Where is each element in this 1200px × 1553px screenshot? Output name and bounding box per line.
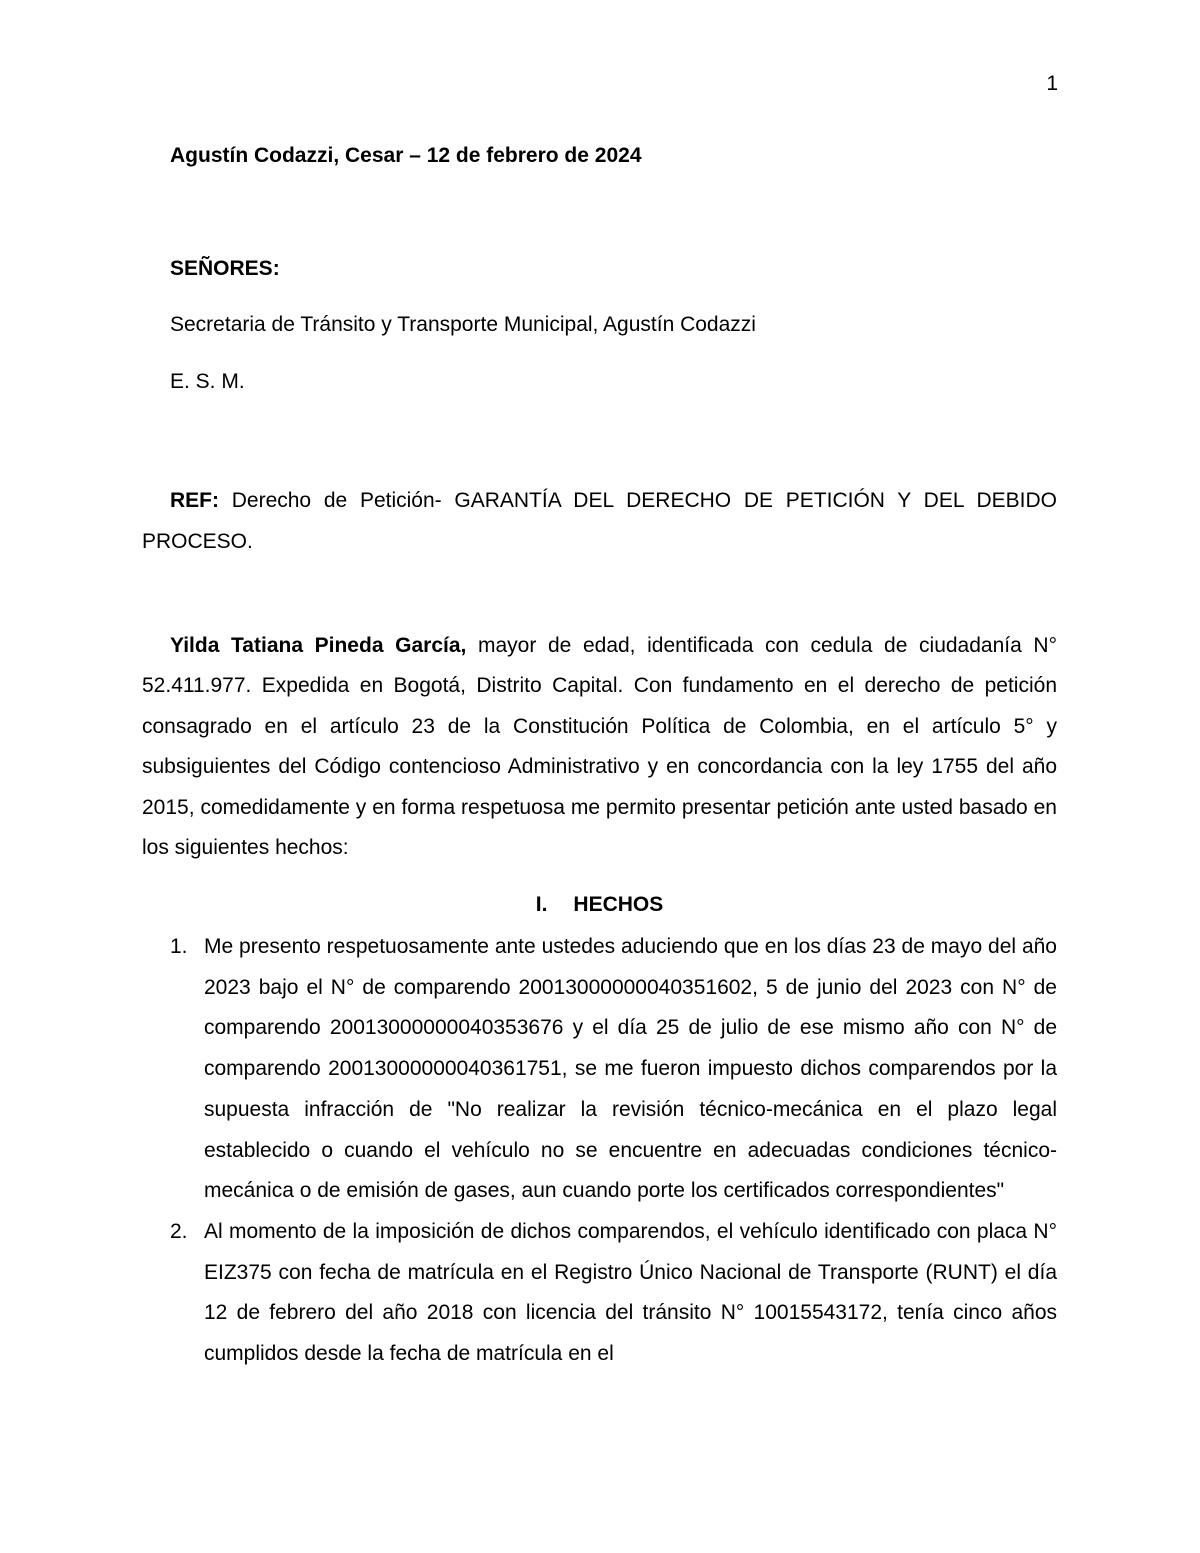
fact-item bbox=[142, 1212, 1057, 1375]
petitioner-name: Yilda Tatiana Pineda García, bbox=[170, 634, 467, 657]
section-heading bbox=[142, 893, 1057, 917]
reference-paragraph bbox=[142, 480, 1057, 562]
fact-text: Al momento de la imposición de dichos comparendos, el vehículo identificado con placa N° EIZ375 con fecha de matrícula en el Registro Único Nacional de Transporte (RUNT) el día 12 de febrero del año 2018 con licencia del tránsito N° 10015543172, tenía cinco años cumplidos desde la fecha de matrícula en el bbox=[204, 1219, 1057, 1366]
section-number: I. bbox=[535, 893, 548, 916]
recipient-name: Secretaria de Tránsito y Transporte Municipal, Agustín Codazzi bbox=[170, 313, 756, 336]
facts-list bbox=[142, 927, 1057, 1375]
reference-label: REF: bbox=[170, 489, 219, 512]
reference-text: Derecho de Petición- GARANTÍA DEL DERECHO DE PETICIÓN Y DEL DEBIDO PROCESO. bbox=[142, 489, 1057, 553]
esm-abbreviation: E. S. M. bbox=[170, 370, 245, 393]
section-title: HECHOS bbox=[573, 893, 664, 916]
fact-number: 1. bbox=[170, 935, 188, 958]
intro-paragraph bbox=[142, 626, 1057, 868]
intro-text: mayor de edad, identificada con cedula de ciudadanía N° 52.411.977. Expedida en Bogotá, Distrito Capital. Con fundamento en el derecho de petición consagrado en el artículo 23 de la Constitución Política de Colombia, en el artículo 5° y subsiguientes del Código contencioso Administrativo y en concordancia con la ley 1755 del año 2015, comedidamente y en forma respetuosa me permito presentar petición ante usted basado en los siguientes hechos: bbox=[142, 634, 1057, 860]
place-date: Agustín Codazzi, Cesar – 12 de febrero de 2024 bbox=[170, 144, 642, 167]
page-number: 1 bbox=[1046, 72, 1058, 95]
recipient-heading: SEÑORES: bbox=[170, 257, 280, 280]
fact-number: 2. bbox=[170, 1219, 188, 1243]
fact-text: Me presento respetuosamente ante ustedes aduciendo que en los días 23 de mayo del año 2023 bajo el N° de comparendo 20013000000040351602, 5 de junio del 2023 con N° de comparendo 20013000000040353676 y el día 25 de julio de ese mismo año con N° de comparendo 20013000000040361751, se me fueron impuesto dichos comparendos por la supuesta infracción de "No realizar la revisión técnico-mecánica en el plazo legal establecido o cuando el vehículo no se encuentre en adecuadas condiciones técnico-mecánica o de emisión de gases, aun cuando porte los certificados correspondientes" bbox=[204, 935, 1057, 1203]
fact-item bbox=[142, 927, 1057, 1212]
